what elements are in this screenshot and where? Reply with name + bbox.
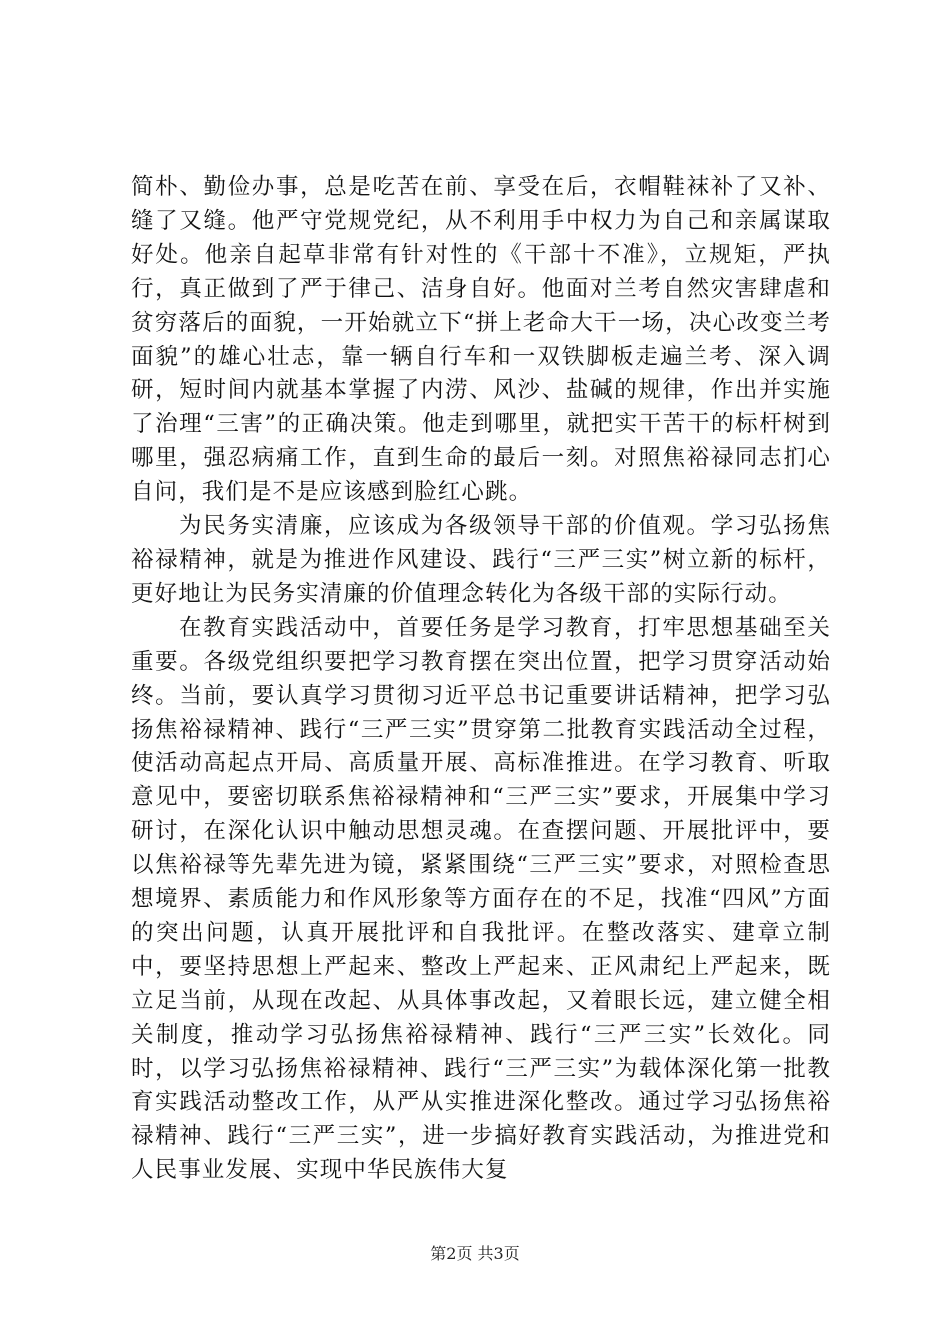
paragraph-1: 简朴、勤俭办事，总是吃苦在前、享受在后，衣帽鞋袜补了又补、缝了又缝。他严守党规党纪，从不利用手中权力为自己和亲属谋取好处。他亲自起草非常有针对性的《干部十不准》，立规矩，严执行，真正做到了严于律己、洁身自好。他面对兰考自然灾害肆虐和贫穷落后的面貌，一开始就立下“拼上老命大干一场，决心改变兰考面貌”的雄心壮志，靠一辆自行车和一双铁脚板走遍兰考、深入调研，短时间内就基本掌握了内涝、风沙、盐碱的规律，作出并实施了治理“三害”的正确决策。他走到哪里，就把实干苦干的标杆树到哪里，强忍病痛工作，直到生命的最后一刻。对照焦裕禄同志扪心自问，我们是不是应该感到脸红心跳。 xyxy=(131,174,831,506)
page-number-footer: 第2页 共3页 xyxy=(430,1244,520,1263)
paragraph-2: 为民务实清廉，应该成为各级领导干部的价值观。学习弘扬焦裕禄精神，就是为推进作风建设、践行“三严三实”树立新的标杆，更好地让为民务实清廉的价值理念转化为各级干部的实际行动。 xyxy=(131,513,831,607)
document-body xyxy=(131,171,831,1188)
paragraph-3: 在教育实践活动中，首要任务是学习教育，打牢思想基础至关重要。各级党组织要把学习教育摆在突出位置，把学习贯穿活动始终。当前，要认真学习贯彻习近平总书记重要讲话精神，把学习弘扬焦裕禄精神、践行“三严三实”贯穿第二批教育实践活动全过程，使活动高起点开局、高质量开展、高标准推进。在学习教育、听取意见中，要密切联系焦裕禄精神和“三严三实”要求，开展集中学习研讨，在深化认识中触动思想灵魂。在查摆问题、开展批评中，要以焦裕禄等先辈先进为镜，紧紧围绕“三严三实”要求，对照检查思想境界、素质能力和作风形象等方面存在的不足，找准“四风”方面的突出问题，认真开展批评和自我批评。在整改落实、建章立制中，要坚持思想上严起来、整改上严起来、正风肃纪上严起来，既立足当前，从现在改起、从具体事改起，又着眼长远，建立健全相关制度，推动学习弘扬焦裕禄精神、践行“三严三实”长效化。同时，以学习弘扬焦裕禄精神、践行“三严三实”为载体深化第一批教育实践活动整改工作，从严从实推进深化整改。通过学习弘扬焦裕禄精神、践行“三严三实”，进一步搞好教育实践活动，为推进党和人民事业发展、实现中华民族伟大复 xyxy=(131,614,831,1184)
